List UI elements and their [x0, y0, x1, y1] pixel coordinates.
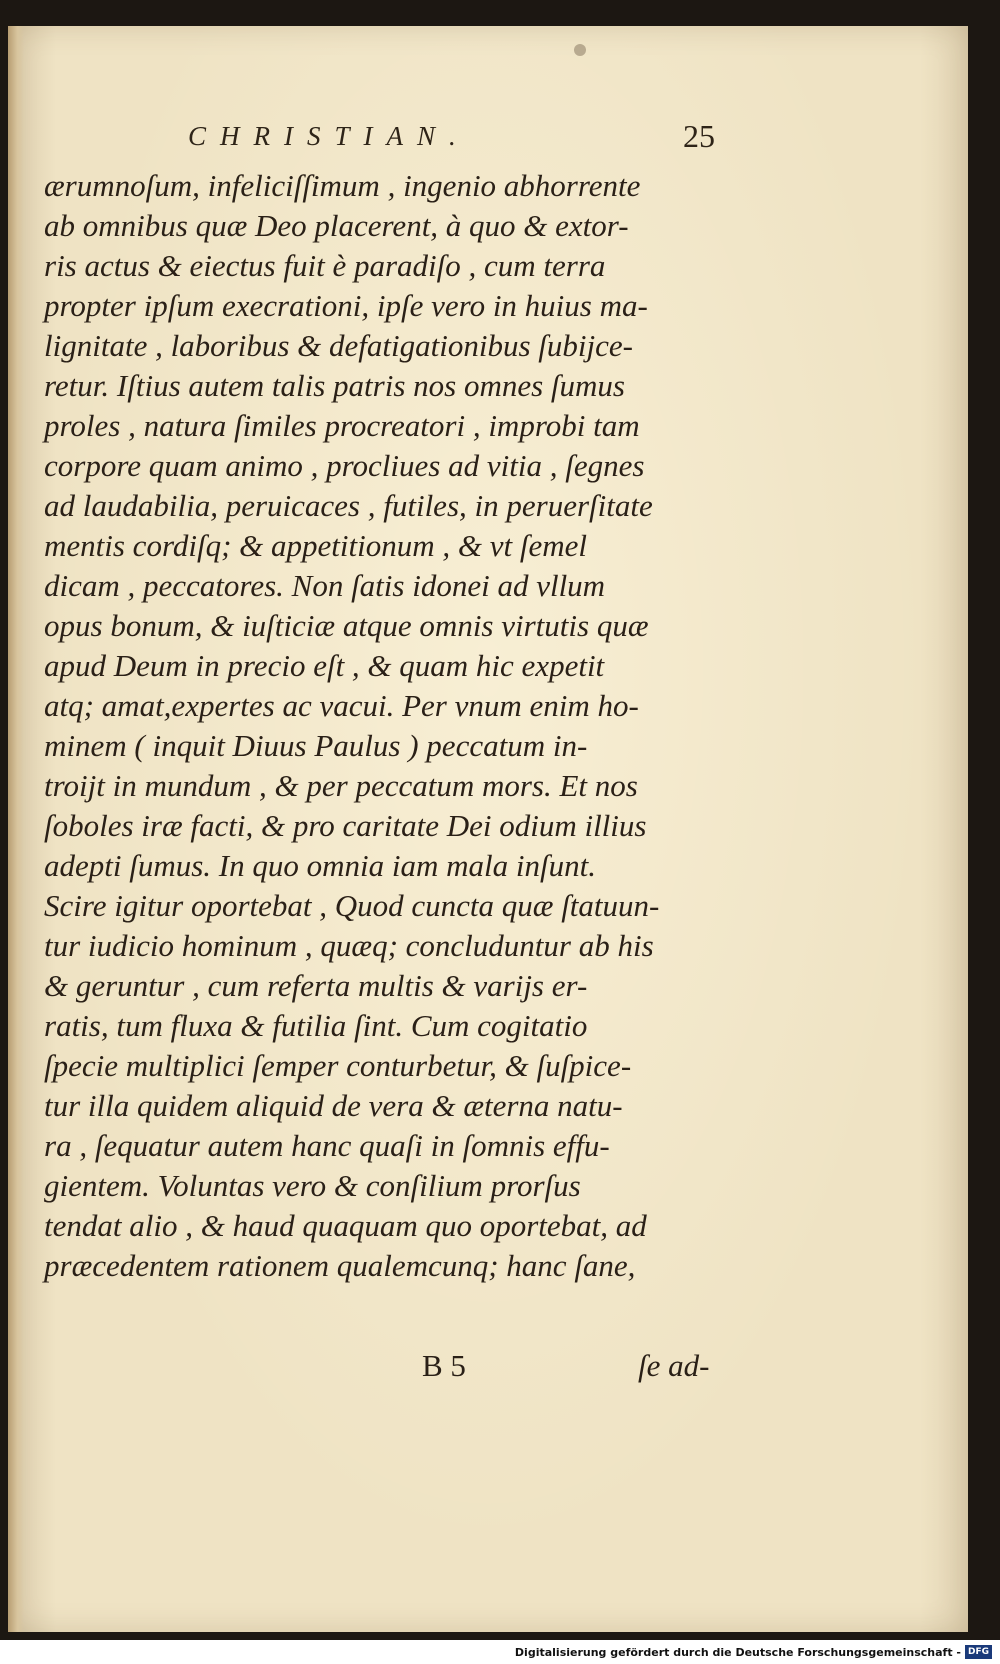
book-page [8, 26, 968, 1632]
text-line: tendat alio , & haud quaquam quo oportebat, ad [44, 1208, 647, 1243]
text-line: apud Deum in precio eſt , & quam hic expetit [44, 648, 605, 683]
body-text [44, 166, 744, 1286]
text-line: tur illa quidem aliquid de vera & æterna natu- [44, 1088, 623, 1123]
text-line: ris actus & eiectus fuit è paradiſo , cum terra [44, 248, 606, 283]
text-line: opus bonum, & iuſticiæ atque omnis virtutis quæ [44, 608, 649, 643]
text-line: mentis cordiſq; & appetitionum , & vt ſemel [44, 528, 587, 563]
text-line: atq; amat,expertes ac vacui. Per vnum enim ho- [44, 688, 639, 723]
text-line: & geruntur , cum referta multis & varijs er- [44, 968, 588, 1003]
text-line: ab omnibus quæ Deo placerent, à quo & extor- [44, 208, 629, 243]
running-head: CHRISTIAN. [188, 121, 470, 151]
page-footer [8, 1348, 748, 1388]
ink-stain [574, 44, 586, 56]
text-line: præcedentem rationem qualemcunq; hanc ſane, [44, 1248, 636, 1283]
text-line: ſpecie multiplici ſemper conturbetur, & ſuſpice- [44, 1048, 632, 1083]
text-line: lignitate , laboribus & defatigationibus ſubijce- [44, 328, 633, 363]
page-number: 25 [683, 118, 715, 154]
catchword: ſe ad- [638, 1348, 710, 1383]
text-line: gientem. Voluntas vero & conſilium prorſus [44, 1168, 581, 1203]
text-line: proles , natura ſimiles procreatori , improbi tam [44, 408, 640, 443]
text-line: minem ( inquit Diuus Paulus ) peccatum in- [44, 728, 588, 763]
page-gutter-edge [8, 26, 24, 1632]
text-line: troijt in mundum , & per peccatum mors. Et nos [44, 768, 638, 803]
text-line: ra , ſequatur autem hanc quaſi in ſomnis effu- [44, 1128, 610, 1163]
digitization-credit [515, 1643, 992, 1661]
text-line: ad laudabilia, peruicaces , futiles, in peruerſitate [44, 488, 653, 523]
credit-text: Digitalisierung gefördert durch die Deutsche Forschungsgemeinschaft - [514, 1645, 961, 1659]
text-line: tur iudicio hominum , quæq; concluduntur ab his [44, 928, 654, 963]
text-line: retur. Iſtius autem talis patris nos omnes ſumus [44, 368, 625, 403]
signature-mark: B 5 [422, 1348, 466, 1383]
text-line: ſoboles iræ facti, & pro caritate Dei odium illius [44, 808, 647, 843]
text-line: adepti ſumus. In quo omnia iam mala inſunt. [44, 848, 596, 883]
text-line: Scire igitur oportebat , Quod cuncta quæ ſtatuun- [44, 888, 660, 923]
text-line: dicam , peccatores. Non ſatis idonei ad vllum [44, 568, 606, 603]
text-line: propter ipſum execrationi, ipſe vero in huius ma- [44, 288, 648, 323]
text-line: ratis, tum fluxa & futilia ſint. Cum cogitatio [44, 1008, 588, 1043]
dfg-logo: DFG [965, 1645, 992, 1659]
text-line: ærumnoſum, infeliciſſimum , ingenio abhorrente [44, 168, 641, 203]
text-line: corpore quam animo , procliues ad vitia , ſegnes [44, 448, 645, 483]
